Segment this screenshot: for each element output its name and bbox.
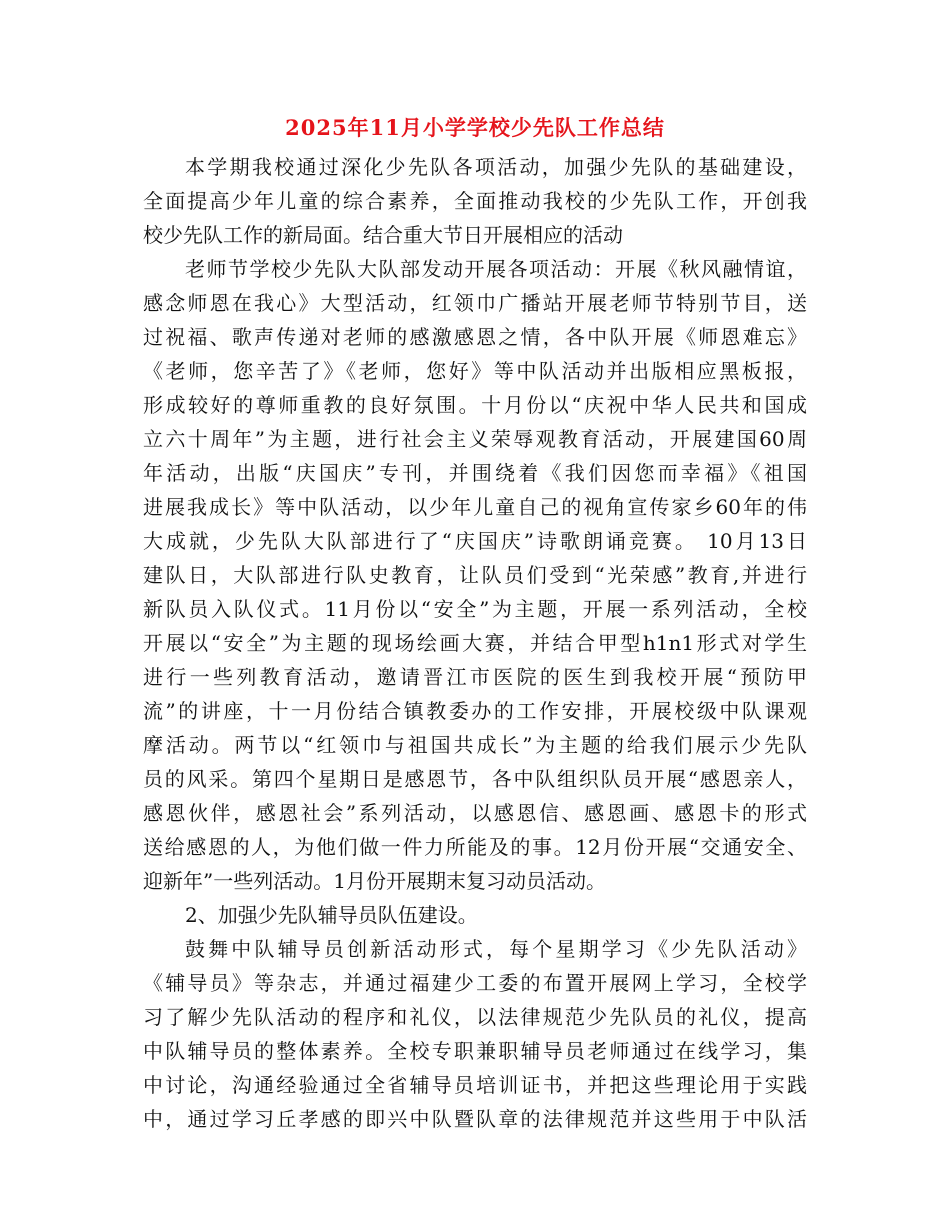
body-line: 感恩伙伴，感恩社会”系列活动，以感恩信、感恩画、感恩卡的形式 — [143, 801, 807, 825]
document-body — [143, 150, 807, 1136]
body-line: 校少先队工作的新局面。结合重大节日开展相应的活动 — [143, 223, 623, 247]
body-line: 中，通过学习丘孝感的即兴中队暨队章的法律规范并这些用于中队活 — [143, 1107, 807, 1131]
body-line: 过祝福、歌声传递对老师的感激感恩之情，各中队开展《师恩难忘》 — [143, 325, 807, 349]
body-line: 新队员入队仪式。11月份以“安全”为主题，开展一系列活动，全校 — [143, 597, 807, 621]
body-line: 全面提高少年儿童的综合素养，全面推动我校的少先队工作，开创我 — [143, 189, 807, 213]
body-line: 老师节学校少先队大队部发动开展各项活动：开展《秋风融情谊， — [185, 257, 807, 281]
body-line: 中队辅导员的整体素养。全校专职兼职辅导员老师通过在线学习，集 — [143, 1039, 807, 1063]
body-line: 开展以“安全”为主题的现场绘画大赛，并结合甲型h1n1形式对学生 — [143, 631, 807, 655]
body-line: 年活动，出版“庆国庆”专刊，并围绕着《我们因您而幸福》《祖国 — [143, 461, 807, 485]
body-line: 《老师，您辛苦了》《老师，您好》等中队活动并出版相应黑板报， — [143, 359, 807, 383]
body-line: 习了解少先队活动的程序和礼仪，以法律规范少先队员的礼仪，提高 — [143, 1005, 807, 1029]
body-line: 感念师恩在我心》大型活动，红领巾广播站开展老师节特别节目，送 — [143, 291, 807, 315]
body-line: 鼓舞中队辅导员创新活动形式，每个星期学习《少先队活动》 — [185, 937, 807, 961]
body-line: 进行一些列教育活动，邀请晋江市医院的医生到我校开展“预防甲 — [143, 665, 807, 689]
body-line: 2、加强少先队辅导员队伍建设。 — [185, 903, 478, 927]
body-line: 员的风采。第四个星期日是感恩节，各中队组织队员开展“感恩亲人， — [143, 767, 807, 791]
body-line: 大成就，少先队大队部进行了“庆国庆”诗歌朗诵竞赛。 10月13日 — [143, 529, 807, 553]
body-line: 迎新年”一些列活动。1月份开展期末复习动员活动。 — [143, 869, 606, 893]
body-line: 送给感恩的人，为他们做一件力所能及的事。12月份开展“交通安全、 — [143, 835, 807, 859]
body-line: 《辅导员》等杂志，并通过福建少工委的布置开展网上学习，全校学 — [143, 971, 807, 995]
body-line: 建队日，大队部进行队史教育，让队员们受到“光荣感”教育,并进行 — [143, 563, 807, 587]
body-line: 流”的讲座，十一月份结合镇教委办的工作安排，开展校级中队课观 — [143, 699, 807, 723]
body-line: 本学期我校通过深化少先队各项活动，加强少先队的基础建设， — [185, 155, 807, 179]
document-title: 2025年11月小学学校少先队工作总结 — [285, 115, 665, 140]
body-line: 摩活动。两节以“红领巾与祖国共成长”为主题的给我们展示少先队 — [143, 733, 807, 757]
body-line: 立六十周年”为主题，进行社会主义荣辱观教育活动，开展建国60周 — [143, 427, 807, 451]
body-line: 进展我成长》等中队活动，以少年儿童自己的视角宣传家乡60年的伟 — [143, 495, 807, 519]
body-line: 形成较好的尊师重教的良好氛围。十月份以“庆祝中华人民共和国成 — [143, 393, 807, 417]
body-line: 中讨论，沟通经验通过全省辅导员培训证书，并把这些理论用于实践 — [143, 1073, 807, 1097]
